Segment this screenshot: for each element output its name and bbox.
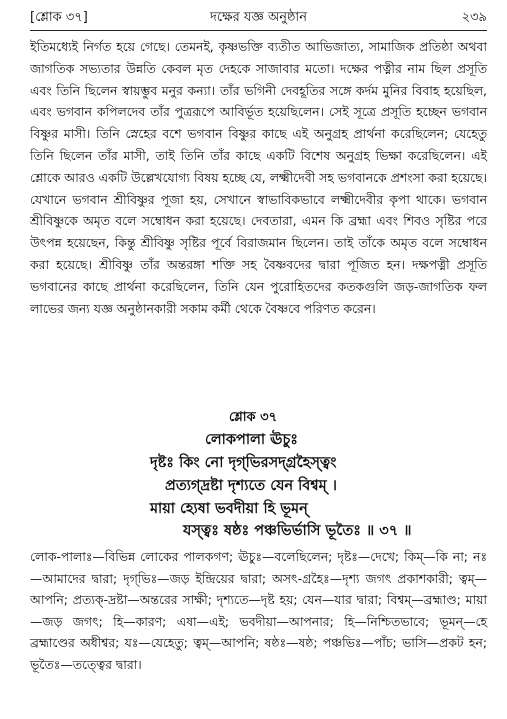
verse-line-2: দৃষ্টঃ কিং নো দৃগ্‌ভিরসদ্‌গ্রহৈস্ত্বং xyxy=(150,454,337,471)
synonyms-paragraph: লোক-পালাঃ—বিভিন্ন লোকের পালকগণ; ঊচুঃ—বলেছিলেন; দৃষ্টঃ—দেখে; কিম্‌—কি না; নঃ—আমাদের দ্বারা; দৃগ্‌ভিঃ—জড় ইন্দ্রিয়ের দ্বারা; অসৎ-গ্রহৈঃ—দৃশ্য জগৎ প্রকাশকারী; ত্বম্‌—আপনি; প্রত্যক্‌-দ্রষ্টা—অন্তরের সাক্ষী; দৃশ্যতে—দৃষ্ট হয়; যেন—যার দ্বারা; বিশ্বম্‌—ব্রহ্মাণ্ড; মায়া—জড় জগৎ; হি—কারণ; এষা—এই; ভবদীয়া—আপনার; হি—নিশ্চিতভাবে; ভূমন্‌—হে ব্রহ্মাণ্ডের অধীশ্বর; যঃ—যেহেতু; ত্বম্‌—আপনি; ষষ্ঠঃ—ষষ্ঠ; পঞ্চভিঃ—পাঁচ; ভাসি—প্রকট হন; ভূতৈঃ—তত্ত্বের দ্বারা। xyxy=(30,549,487,672)
page-number: ২৩৯ xyxy=(461,10,487,25)
running-header xyxy=(30,8,487,28)
purport-section xyxy=(30,36,487,319)
chapter-title: দক্ষের যজ্ঞ অনুষ্ঠান xyxy=(210,10,307,25)
verse-line-4: মায়া হ্যেষা ভবদীয়া হি ভূমন্‌ xyxy=(150,500,308,517)
header-rule xyxy=(30,30,487,31)
verse-reference: [শ্লোক ৩৭] xyxy=(30,10,88,25)
verse-line-1: লোকপালা ঊচুঃ xyxy=(205,431,299,448)
synonyms-section xyxy=(30,546,487,676)
purport-paragraph: ইতিমধ্যেই নির্গত হয়ে গেছে। তেমনই, কৃষ্ণভক্তি ব্যতীত আভিজাত্য, সামাজিক প্রতিষ্ঠা অথবা জাগতিক সভ্যতার উন্নতি কেবল মৃত দেহকে সাজাবার মতো। দক্ষের পত্নীর নাম ছিল প্রসূতি এবং তিনি ছিলেন স্বায়ম্ভুব মনুর কন্যা। তাঁর ভগিনী দেবহূতির সঙ্গে কর্দম মুনির বিবাহ হয়েছিল, এবং ভগবান কপিলদেব তাঁর পুত্ররূপে আবির্ভূত হয়েছিলেন। সেই সূত্রে প্রসূতি হচ্ছেন ভগবান বিষ্ণুর মাসী। তিনি স্নেহের বশে ভগবান বিষ্ণুর কাছে এই অনুগ্রহ প্রার্থনা করেছিলেন; যেহেতু তিনি ছিলেন তাঁর মাসী, তাই তিনি তাঁর কাছে একটি বিশেষ অনুগ্রহ ভিক্ষা করেছিলেন। এই শ্লোকে আরও একটি উল্লেখযোগ্য বিষয় হচ্ছে যে, লক্ষ্মীদেবী সহ ভগবানকে প্রশংসা করা হয়েছে। যেখানে ভগবান শ্রীবিষ্ণুর পূজা হয়, সেখানে স্বাভাবিকভাবে লক্ষ্মীদেবীর কৃপা থাকে। ভগবান শ্রীবিষ্ণুকে অমৃত বলে সম্বোধন করা হয়েছে। দেবতারা, এমন কি ব্রহ্মা এবং শিবও সৃষ্টির পরে উৎপন্ন হয়েছেন, কিন্তু শ্রীবিষ্ণু সৃষ্টির পূর্বে বিরাজমান ছিলেন। তাই তাঁকে অমৃত বলে সম্বোধন করা হয়েছে। শ্রীবিষ্ণু তাঁর অন্তরঙ্গা শক্তি সহ বৈষ্ণবদের দ্বারা পূজিত হন। দক্ষপত্নী প্রসূতি ভগবানের কাছে প্রার্থনা করেছিলেন, তিনি যেন পুরোহিতদের কতকগুলি জড়-জাগতিক ফল লাভের জন্য যজ্ঞ অনুষ্ঠানকারী সকাম কর্মী থেকে বৈষ্ণবে পরিণত করেন। xyxy=(30,39,487,316)
verse-line-3: প্রত্যগ্‌দ্রষ্টা দৃশ্যতে যেন বিশ্বম্‌ । xyxy=(165,477,337,494)
verse-line-5: যস্ত্বঃ ষষ্ঠঃ পঞ্চভির্ভাসি ভূতৈঃ ॥ ৩৭ ॥ xyxy=(183,522,412,539)
verse-title: শ্লোক ৩৭ xyxy=(229,410,278,425)
